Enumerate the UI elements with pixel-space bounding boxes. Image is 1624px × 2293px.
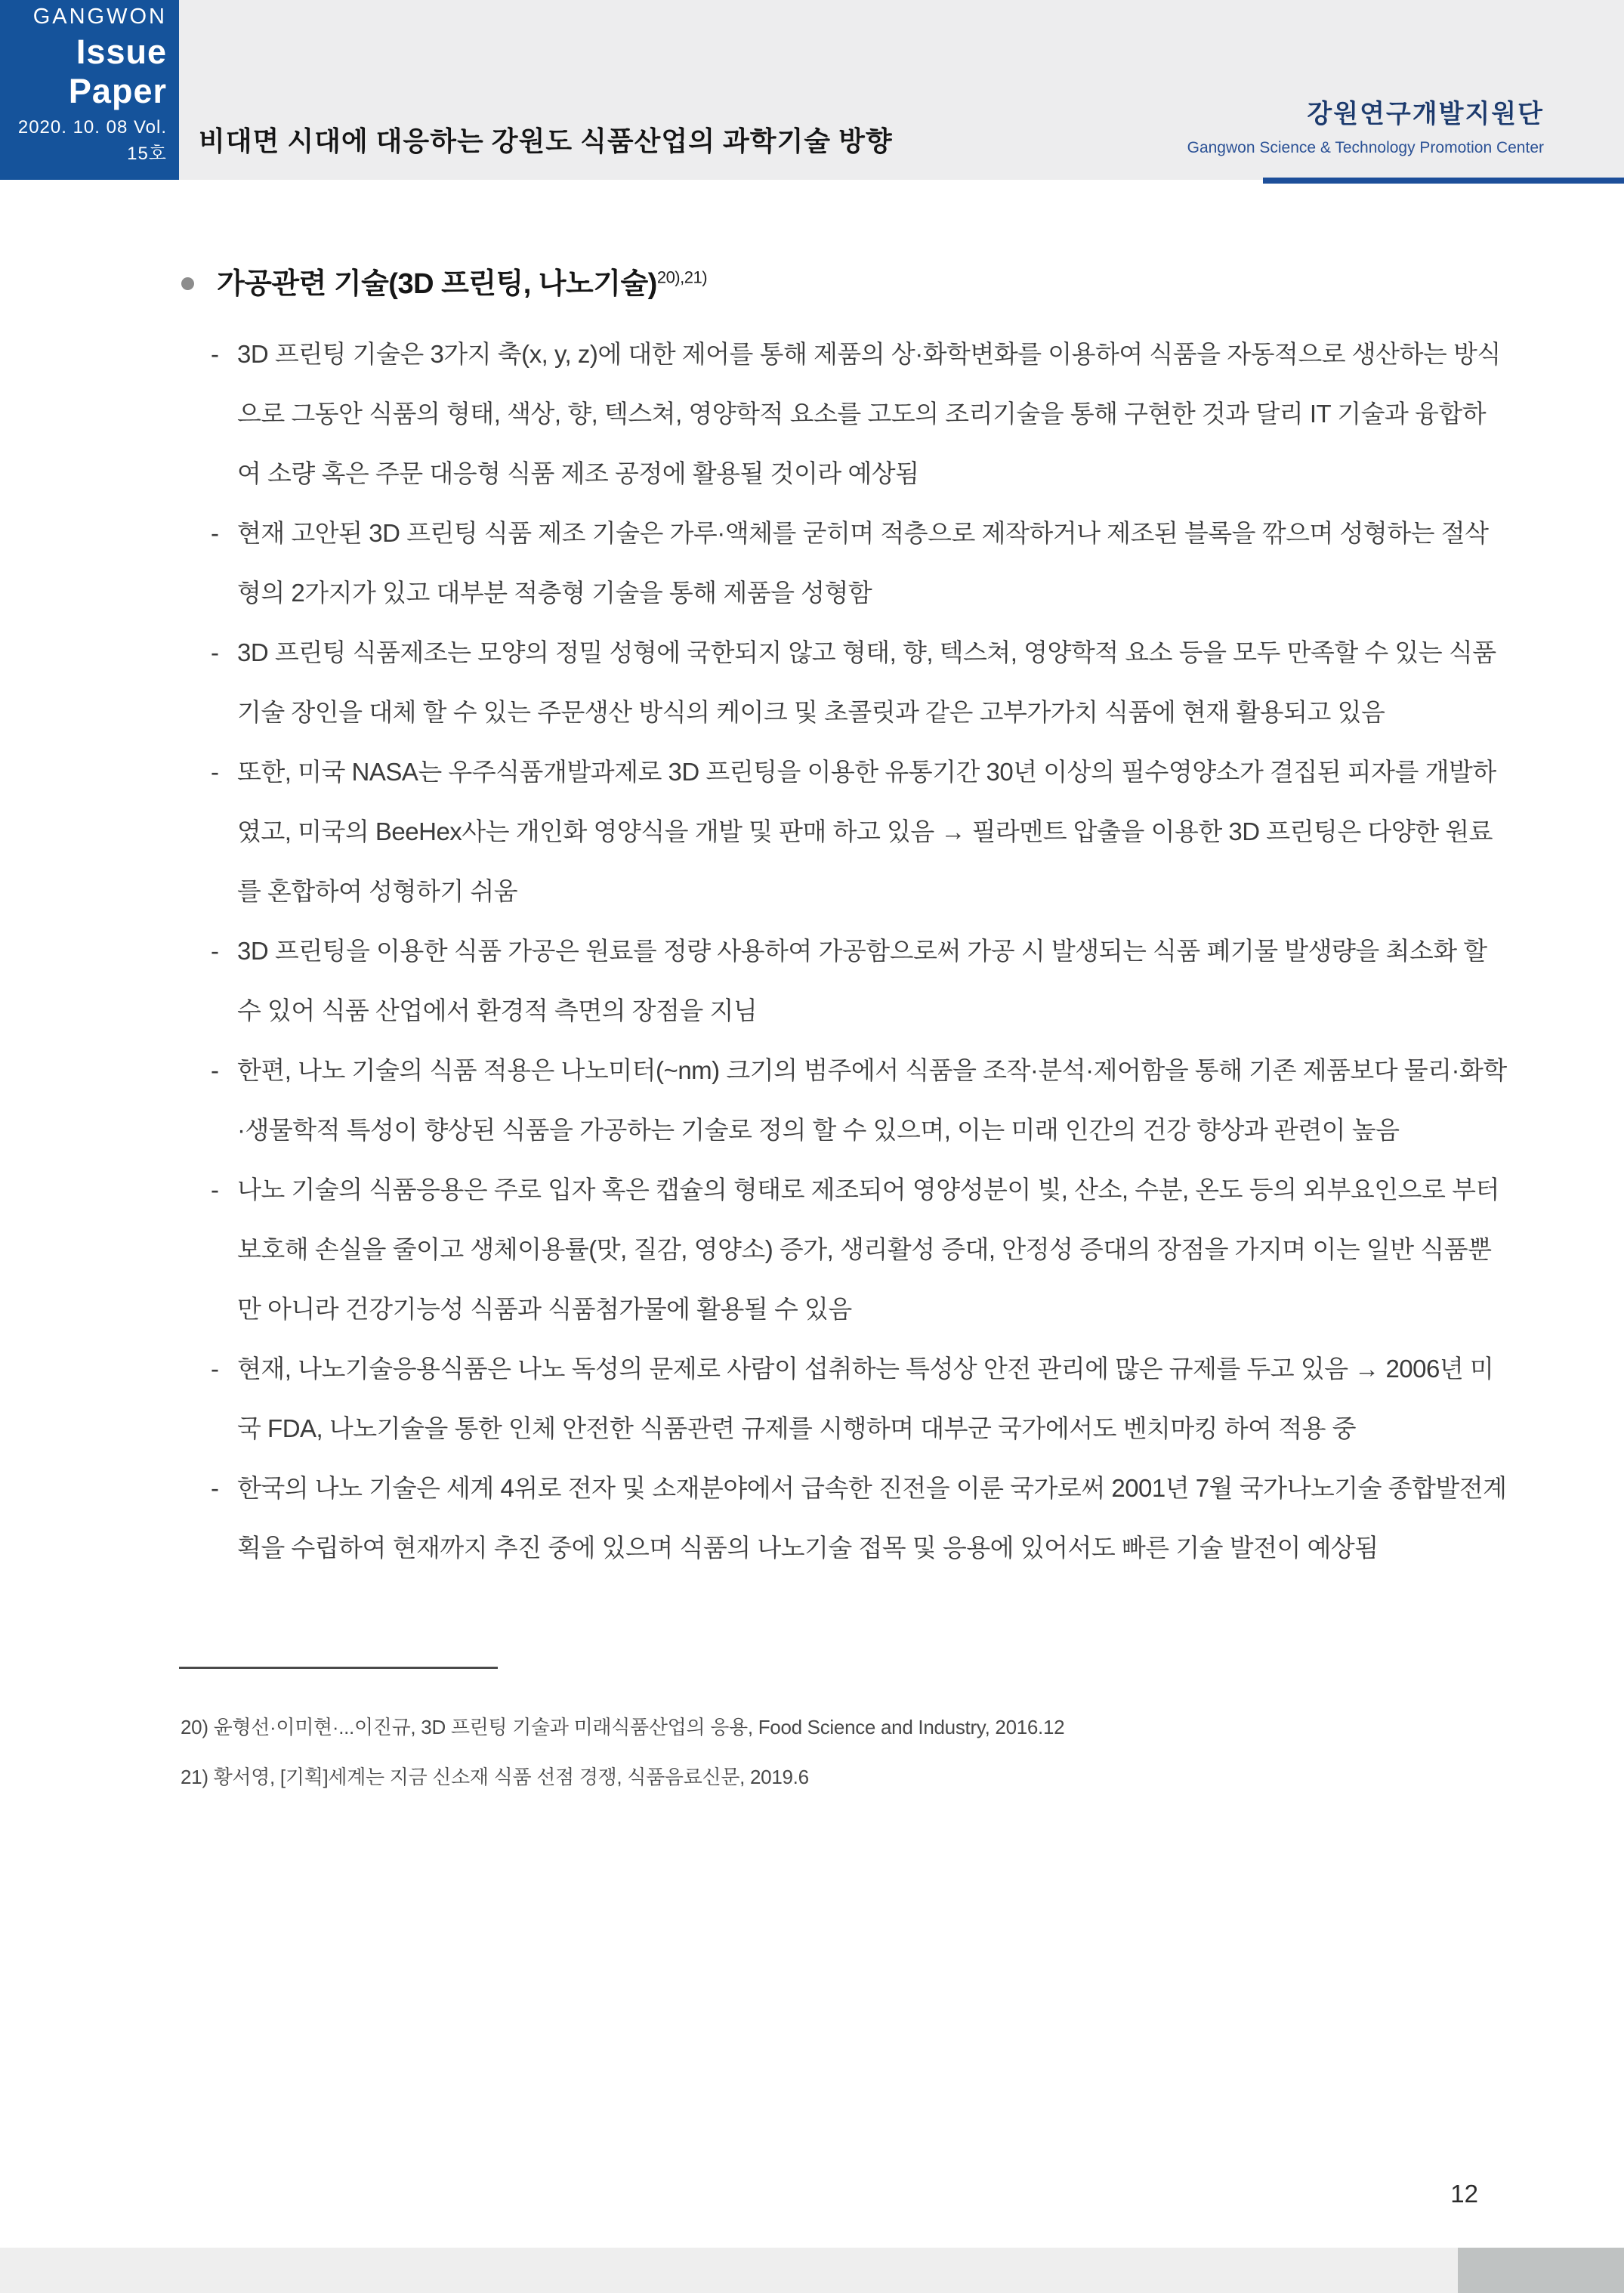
list-item-text: 3D 프린팅 기술은 3가지 축(x, y, z)에 대한 제어를 통해 제품의 상·화학변화를 이용하여 식품을 자동적으로 생산하는 방식으로 그동안 식품의 형태, 색상, 향, 텍스쳐, 영양학적 요소를 고도의 조리기술을 통해 구현한 것과 달리 IT 기술과 융합하여 소량 혹은 주문 대응형 식품 제조 공정에 활용될 것이라 예상됨 — [237, 340, 1501, 487]
list-item-text: 한국의 나노 기술은 세계 4위로 전자 및 소재분야에서 급속한 진전을 이룬 국가로써 2001년 7월 국가나노기술 종합발전계획을 수립하여 현재까지 추진 중에 있으며 식품의 나노기술 접목 및 응용에 있어서도 빠른 기술 발전이 예상됨 — [237, 1474, 1507, 1562]
list-item — [211, 1160, 1507, 1339]
list-item — [211, 1458, 1507, 1578]
organization-name-english: Gangwon Science & Technology Promotion Center — [1187, 139, 1544, 156]
bullet-icon — [181, 277, 194, 290]
list-item-text: 또한, 미국 NASA는 우주식품개발과제로 3D 프린팅을 이용한 유통기간 30년 이상의 필수영양소가 결집된 피자를 개발하였고, 미국의 BeeHex사는 개인화 영양식을 개발 및 판매 하고 있음 → 필라멘트 압출을 이용한 3D 프린팅은 다양한 원료를 혼합하여 성형하기 쉬움 — [237, 758, 1496, 905]
dash-marker: - — [211, 519, 219, 547]
document-title: 비대면 시대에 대응하는 강원도 식품산업의 과학기술 방향 — [199, 126, 893, 156]
brand-gangwon-label: GANGWON — [32, 5, 167, 29]
list-item — [211, 623, 1507, 742]
list-item — [211, 324, 1507, 503]
list-item — [211, 1339, 1507, 1458]
list-item-text: 현재, 나노기술응용식품은 나노 독성의 문제로 사람이 섭취하는 특성상 안전 관리에 많은 규제를 두고 있음 → 2006년 미국 FDA, 나노기술을 통한 인체 안전한 식품관련 규제를 시행하며 대부군 국가에서도 벤치마킹 하여 적용 중 — [237, 1355, 1494, 1442]
footnote-list — [181, 1702, 1624, 1802]
dash-marker: - — [211, 937, 219, 965]
dash-marker: - — [211, 340, 219, 368]
footnote-reference-superscript: 20),21) — [656, 267, 708, 287]
organization-name-korean: 강원연구개발지원단 — [1307, 100, 1544, 128]
dash-marker: - — [211, 1355, 219, 1383]
footer-bar-dark-segment — [1458, 2248, 1624, 2293]
page-number: 12 — [1450, 2180, 1478, 2208]
document-body — [0, 180, 1624, 1802]
footnote: 20) 윤형선·이미현·...이진규, 3D 프린팅 기술과 미래식품산업의 응용, Food Science and Industry, 2016.12 — [181, 1716, 1065, 1738]
list-item — [211, 742, 1507, 921]
list-item-text: 3D 프린팅 식품제조는 모양의 정밀 성형에 국한되지 않고 형태, 향, 텍스쳐, 영양학적 요소 등을 모두 만족할 수 있는 식품 기술 장인을 대체 할 수 있는 주문생산 방식의 케이크 및 초콜릿과 같은 고부가가치 식품에 현재 활용되고 있음 — [237, 638, 1496, 726]
list-item-text: 3D 프린팅을 이용한 식품 가공은 원료를 정량 사용하여 가공함으로써 가공 시 발생되는 식품 폐기물 발생량을 최소화 할 수 있어 식품 산업에서 환경적 측면의 장점을 지님 — [237, 937, 1487, 1024]
dash-marker: - — [211, 1056, 219, 1084]
list-item — [211, 921, 1507, 1040]
list-item-text: 나노 기술의 식품응용은 주로 입자 혹은 캡슐의 형태로 제조되어 영양성분이 빛, 산소, 수분, 온도 등의 외부요인으로 부터 보호해 손실을 줄이고 생체이용률(맛, 질감, 영양소) 증가, 생리활성 증대, 안정성 증대의 장점을 가지며 이는 일반 식품뿐만 아니라 건강기능성 식품과 식품첨가물에 활용될 수 있음 — [237, 1176, 1499, 1323]
footer-bar — [0, 2248, 1624, 2293]
dash-marker: - — [211, 1474, 219, 1502]
footnote-separator-rule — [179, 1667, 498, 1669]
brand-logo-box — [0, 0, 179, 180]
brand-issue-paper-label: Issue Paper — [68, 32, 167, 110]
brand-date-volume: 2020. 10. 08 Vol. 15호 — [17, 117, 167, 164]
footnote: 21) 황서영, [기획]세계는 지금 신소재 식품 선점 경쟁, 식품음료신문, 2019.6 — [181, 1766, 809, 1788]
section-heading-text: 가공관련 기술(3D 프린팅, 나노기술) — [217, 268, 657, 300]
section-heading-text-line — [217, 267, 707, 301]
dash-marker: - — [211, 1176, 219, 1204]
bullet-item-list — [211, 324, 1507, 1578]
list-item-text: 한편, 나노 기술의 식품 적용은 나노미터(~nm) 크기의 범주에서 식품을 조작·분석·제어함을 통해 기존 제품보다 물리·화학·생물학적 특성이 향상된 식품을 가공하는 기술로 정의 할 수 있으며, 이는 미래 인간의 건강 향상과 관련이 높음 — [237, 1056, 1507, 1144]
list-item — [211, 503, 1507, 623]
list-item-text: 현재 고안된 3D 프린팅 식품 제조 기술은 가루·액체를 굳히며 적층으로 제작하거나 제조된 블록을 깎으며 성형하는 절삭형의 2가지가 있고 대부분 적층형 기술을 통해 제품을 성형함 — [237, 519, 1489, 607]
dash-marker: - — [211, 758, 219, 786]
page-header — [0, 0, 1624, 180]
dash-marker: - — [211, 638, 219, 666]
list-item — [211, 1040, 1507, 1160]
section-heading — [181, 267, 1624, 301]
